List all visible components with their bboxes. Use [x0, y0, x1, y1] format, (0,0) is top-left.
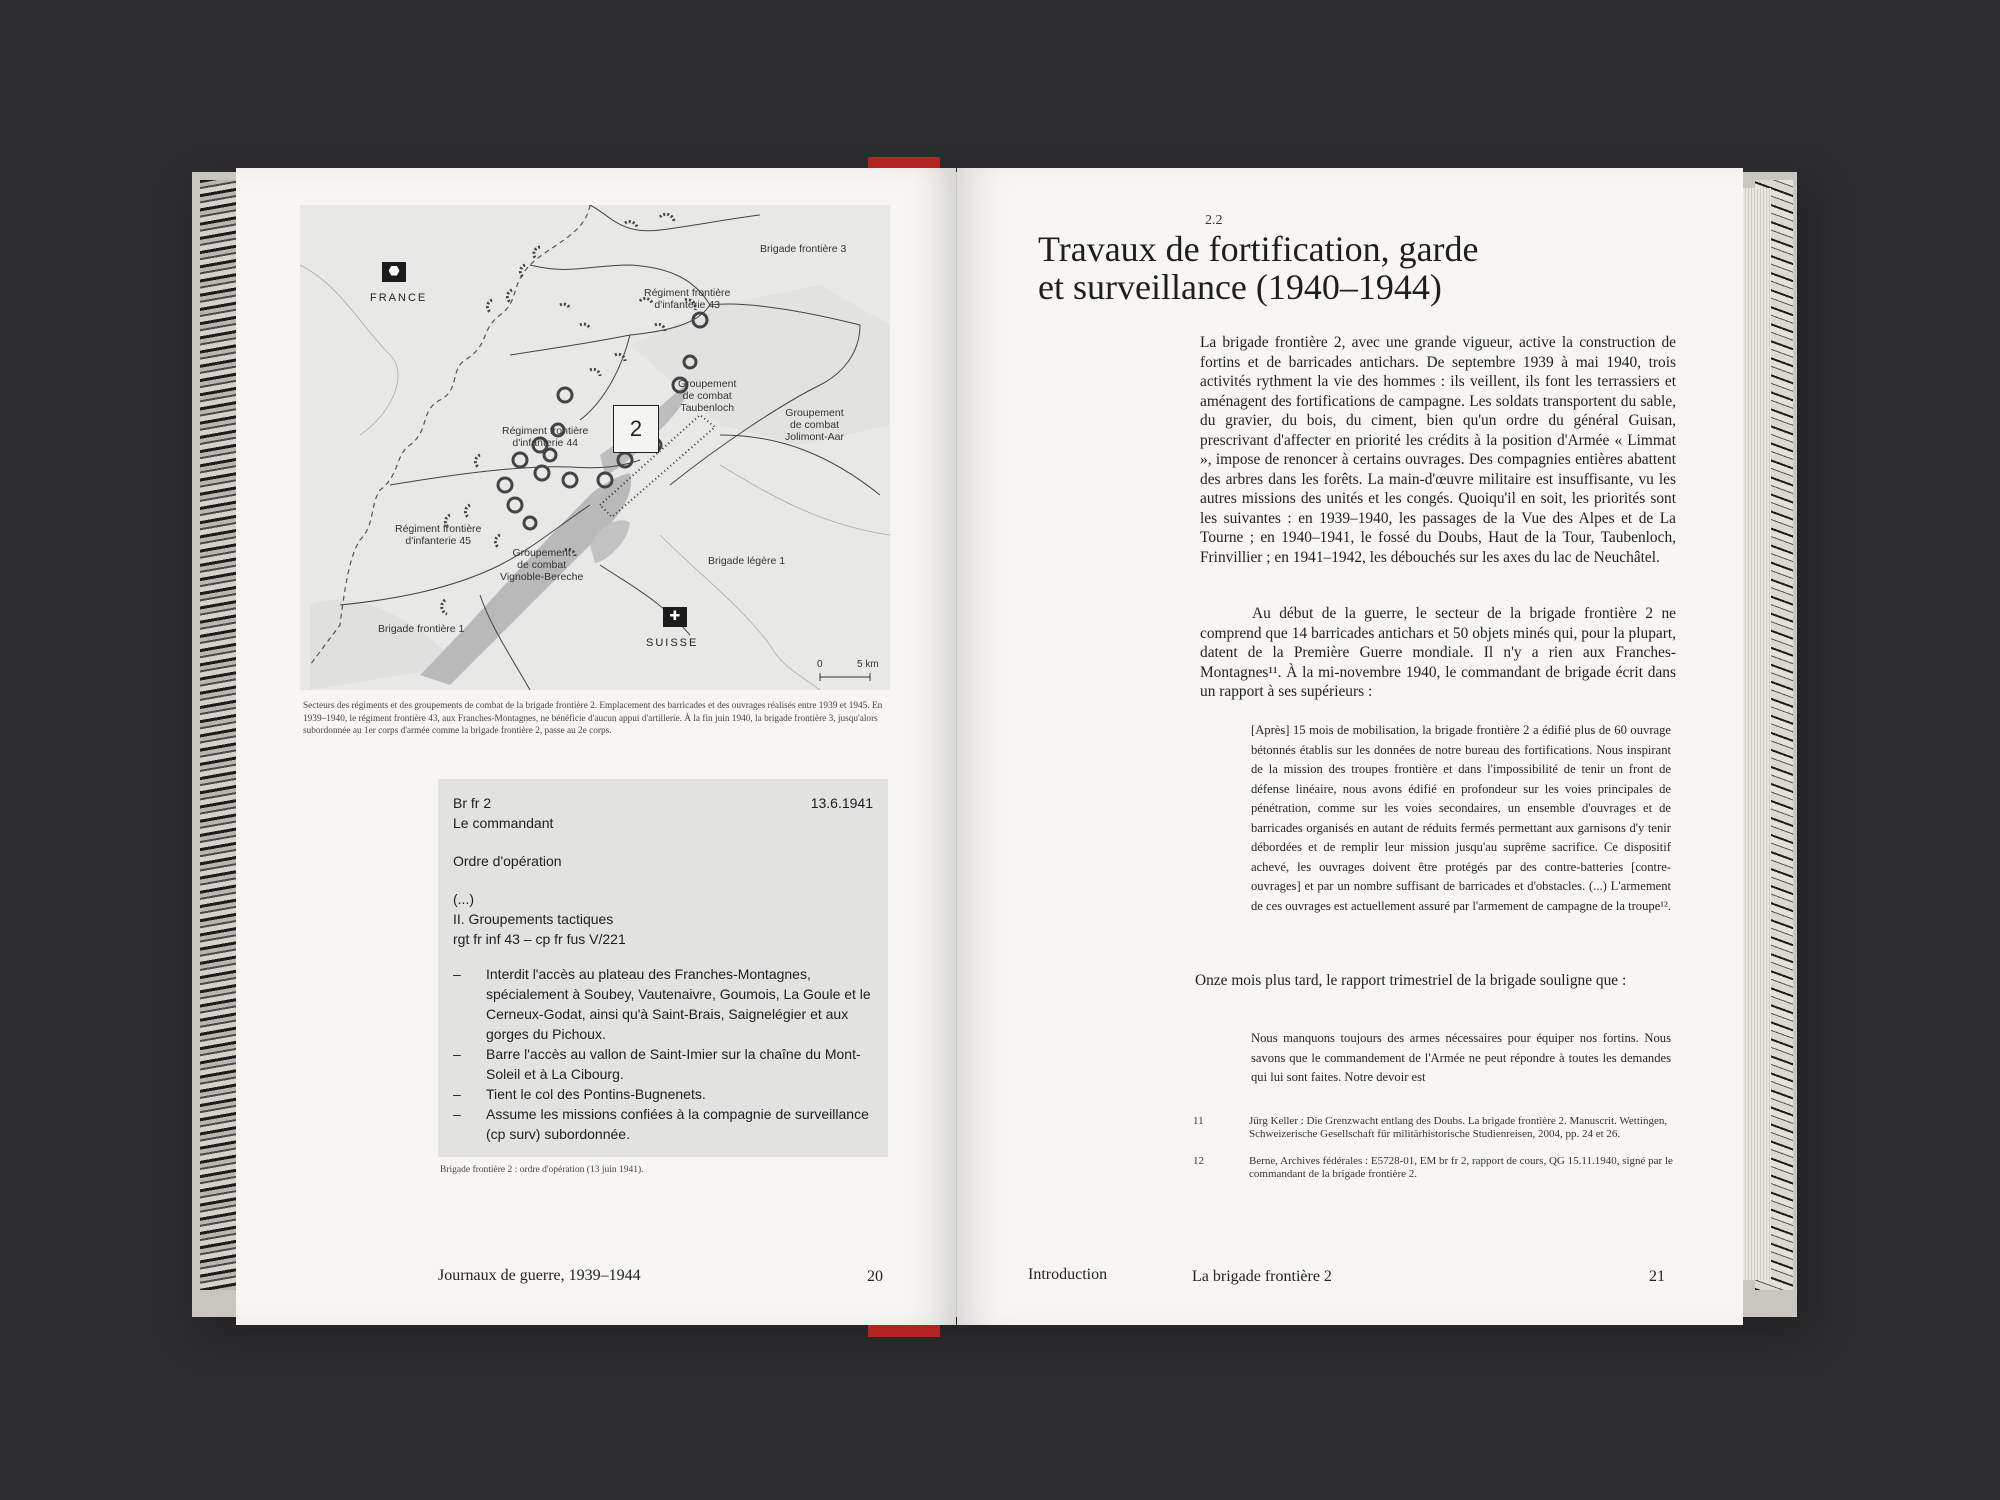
section-number: 2.2 — [1205, 213, 1223, 228]
label-groupement-jolimont: Groupement de combat Jolimont-Aar — [785, 407, 844, 443]
order-ellipsis: (...) — [453, 891, 474, 907]
map-caption: Secteurs des régiments et des groupements de combat de la brigade frontière 2. Emplacement des barricades et des ouvrages réalisés entre 1939 et 1945. En 1939–1940, le régiment frontière 43, aux Franches-Montagnes, ne bénéficie d'aucun appui d'artillerie. À la fin juin 1940, la brigade frontière 3, jusqu'alors subordonnée au 1er corps d'armée comme la brigade frontière 2, passe au 2e corps. — [303, 701, 883, 736]
order-regiment: rgt fr inf 43 – cp fr fus V/221 — [453, 931, 626, 947]
list-item: – Assume les missions confiées à la compagnie de surveillance (cp surv) subordonnée. — [453, 1106, 869, 1142]
label-brigade-legere-1: Brigade légère 1 — [708, 555, 786, 567]
order-commander: Le commandant — [453, 815, 554, 831]
cover-illustration-left — [200, 180, 240, 1290]
scale-km: 5 km — [857, 659, 879, 670]
right-running-footer-section: Introduction — [1028, 1266, 1108, 1283]
label-france: FRANCE — [370, 292, 428, 304]
block-quote-2: Nous manquons toujours des armes nécessaires pour équiper nos fortins. Nous savons que le commandement de l'Armée ne peut répondre à toutes les demandes qui lui sont faites. Notre devoir est — [1251, 1031, 1671, 1084]
chapter-heading: Travaux de fortification, garde et surveillance (1940–1944) — [1038, 229, 1479, 307]
body-paragraph-2: Au début de la guerre, le secteur de la brigade frontière 2 ne comprend que 14 barricades antichars et 50 objets minés qui, pour la plupart, datent de la Première Guerre mondiale. Il n'y a rien aux Franches-Montagnes¹¹. À la mi-novembre 1940, le commandant de brigade écrit dans un rapport à ses supérieurs : — [1200, 605, 1676, 700]
list-item: – Barre l'accès au vallon de Saint-Imier sur la chaîne du Mont-Soleil et à La Cibourg. — [453, 1046, 861, 1082]
label-suisse: SUISSE — [646, 637, 699, 649]
footnote-12: 12 Berne, Archives fédérales : E5728-01, EM br fr 2, rapport de cours, QG 15.11.1940, signé par le commandant de la brigade frontière 2. — [1193, 1155, 1673, 1180]
brigade-sector-map — [300, 205, 890, 690]
order-date: 13.6.1941 — [810, 795, 873, 811]
order-title: Ordre d'opération — [453, 853, 562, 869]
order-caption: Brigade frontière 2 : ordre d'opération (13 juin 1941). — [440, 1165, 644, 1175]
label-brigade-frontiere-1: Brigade frontière 1 — [378, 623, 465, 635]
order-list — [453, 964, 873, 1144]
block-quote-1: [Après] 15 mois de mobilisation, la brigade frontière 2 a édifié plus de 60 ouvrage bétonnés établis sur les données de notre bureau des fortifications. Nous inspirant de la mission des troupes frontière et dans l'impossibilité de tenir un front de défense linéaire, nous avons édifié en profondeur sur les voies principales de pénétration, comme sur les voies secondaires, un ensemble d'ouvrages et de barricades organisés en autant de réduits fermés permettant aux garnisons d'y tenir débordées et de remplir leur mission jusqu'au suprême sacrifice. Ce dispositif achevé, les ouvrages doivent être protégés par des contre-batteries [contre-ouvrages] et par un nombre suffisant de barricades et d'obstacles. (...) L'armement de ces ouvrages est actuellement assuré par l'armement de campagne de la troupe¹². — [1251, 723, 1671, 913]
label-groupement-taubenloch: Groupement de combat Taubenloch — [678, 378, 737, 414]
swiss-cross-icon: ✚ — [663, 607, 687, 627]
scale-zero: 0 — [817, 659, 823, 670]
left-running-footer: Journaux de guerre, 1939–1944 — [438, 1267, 641, 1284]
list-item: – Interdit l'accès au plateau des Franches-Montagnes, spécialement à Soubey, Vautenaivre, Goumois, La Goule et le Cerneux-Godat, ainsi qu'à Saint-Brais, Saignelégier et aux gorges du Pichoux. — [453, 966, 871, 1042]
label-brigade-frontiere-3: Brigade frontière 3 — [760, 243, 847, 255]
body-paragraph-1: La brigade frontière 2, avec une grande vigueur, active la construction de fortins et de barricades antichars. De septembre 1939 à mai 1940, trois activités rythment la vie des hommes : ils veillent, ils font les terrassiers et aménagent des fortifications de campagne. Les soldats transportent du sable, du gravier, du bois, du ciment, bien qu'un ordre du général Guisan, prescrivant d'affecter en priorité les crédits à la position d'Armée « Limmat », impose de renoncer à certains ouvrages. Des compagnies entières abattent des arbres dans les forêts. La main-d'œuvre militaire est insuffisante, vu les autres missions des unités et les congés. Quoiqu'il en soit, les priorités sont les suivantes : en 1939–1940, les passages de la Vue des Alpes et de La Tourne ; en 1940–1941, le fossé du Doubs, Haut de la Tour, Taubenloch, Frinvillier ; en 1941–1942, les débouchés sur les axes du lac de Neuchâtel. — [1200, 334, 1676, 566]
label-regiment-44: Régiment frontière d'infanterie 44 — [502, 425, 589, 449]
order-section: II. Groupements tactiques — [453, 911, 614, 927]
list-item: – Tient le col des Pontins-Bugnenets. — [453, 1086, 706, 1102]
left-page-number: 20 — [867, 1268, 883, 1285]
footnote-11: 11 Jürg Keller : Die Grenzwacht entlang des Doubs. La brigade frontière 2. Manuscrit. Wettingen, Schweizerische Gesellschaft für militärhistorische Studienreisen, 2004, pp. 24 et 26. — [1193, 1115, 1668, 1140]
page-edges — [1743, 188, 1771, 1280]
france-flag-icon: ⬣ — [382, 262, 406, 282]
label-groupement-vignoble: Groupement de combat Vignoble-Bereche — [500, 547, 584, 583]
map-number-box: 2 — [613, 405, 659, 453]
order-unit: Br fr 2 — [453, 795, 492, 811]
right-running-footer-chapter: La brigade frontière 2 — [1192, 1268, 1332, 1285]
right-page-number: 21 — [1649, 1268, 1665, 1285]
label-regiment-45: Régiment frontière d'infanterie 45 — [395, 523, 482, 547]
operation-order-box — [438, 779, 888, 1157]
label-regiment-43: Régiment frontière d'infanterie 43 — [644, 287, 731, 311]
body-paragraph-3: Onze mois plus tard, le rapport trimestriel de la brigade souligne que : — [1195, 972, 1627, 989]
